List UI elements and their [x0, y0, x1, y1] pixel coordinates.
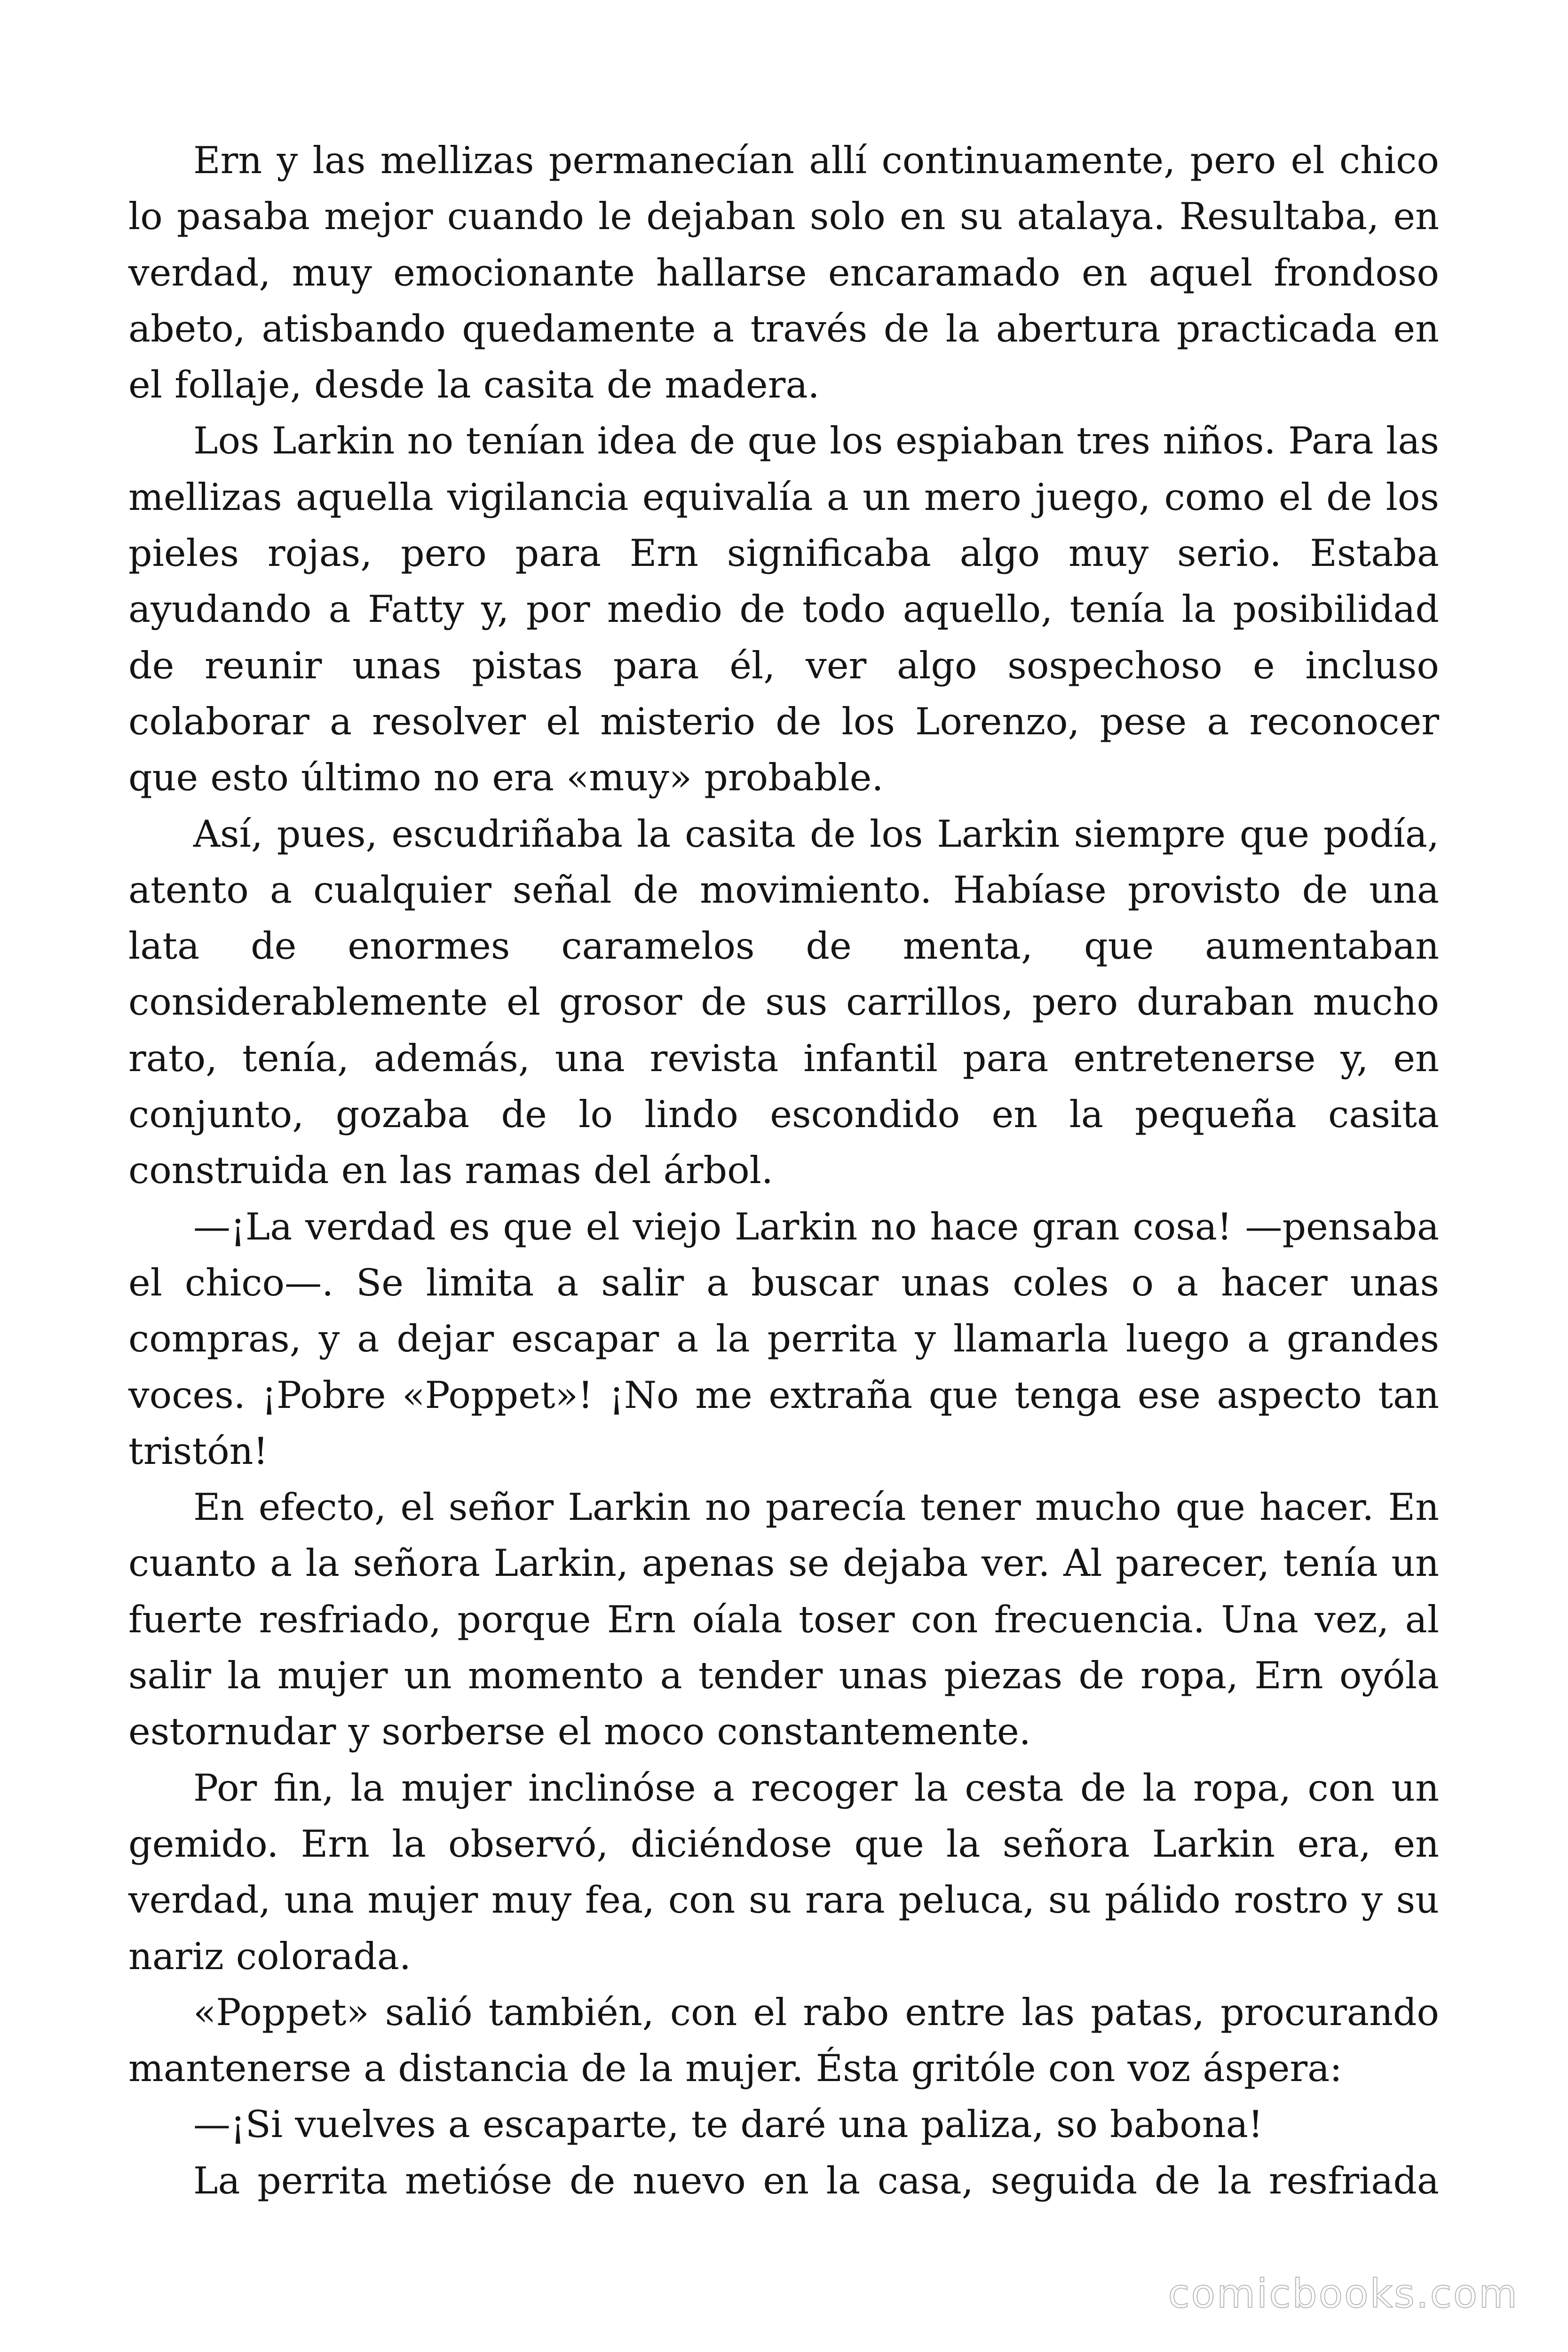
paragraph-3: Así, pues, escudriñaba la casita de los Larkin siempre que podía, atento a cualquier señal de movimiento. Habíase provisto de una lata de enormes caramelos de menta, que aumentaban considerablemente el grosor de sus carrillos, pero duraban mucho rato, tenía, además, una revista infantil para entretenerse y, en conjunto, gozaba de lo lindo escondido en la pequeña casita construida en las ramas del árbol.	[128, 812, 1439, 1192]
paragraph-6: Por fin, la mujer inclinóse a recoger la cesta de la ropa, con un gemido. Ern la observó, diciéndose que la señora Larkin era, en verdad, una mujer muy fea, con su rara peluca, su pálido rostro y su nariz colorada.	[128, 1766, 1439, 1978]
paragraph-7: «Poppet» salió también, con el rabo entre las patas, procurando mantenerse a distancia de la mujer. Ésta gritóle con voz áspera:	[128, 1990, 1439, 2090]
paragraph-4: —¡La verdad es que el viejo Larkin no hace gran cosa! —pensaba el chico—. Se limita a salir a buscar unas coles o a hacer unas compras, y a dejar escapar a la perrita y llamarla luego a grandes voces. ¡Pobre «Poppet»! ¡No me extraña que tenga ese aspecto tan tristón!	[128, 1205, 1439, 1473]
paragraph-5: En efecto, el señor Larkin no parecía tener mucho que hacer. En cuanto a la señora Larkin, apenas se dejaba ver. Al parecer, tenía un fuerte resfriado, porque Ern oíala toser con frecuencia. Una vez, al salir la mujer un momento a tender unas piezas de ropa, Ern oyóla estornudar y sorberse el moco constantemente.	[128, 1486, 1439, 1754]
paragraph-9: La perrita metióse de nuevo en la casa, seguida de la resfriada	[193, 2159, 1439, 2202]
paragraph-1: Ern y las mellizas permanecían allí continuamente, pero el chico lo pasaba mejor cuando le dejaban solo en su atalaya. Resultaba, en verdad, muy emocionante hallarse encaramado en aquel frondoso abeto, atisbando quedamente a través de la abertura practicada en el follaje, desde la casita de madera.	[128, 139, 1439, 407]
watermark: comicbooks.com	[1168, 2271, 1519, 2317]
paragraph-8: —¡Si vuelves a escaparte, te daré una paliza, so babona!	[193, 2103, 1263, 2146]
page-body	[128, 133, 1439, 2209]
paragraph-2: Los Larkin no tenían idea de que los espiaban tres niños. Para las mellizas aquella vigilancia equivalía a un mero juego, como el de los pieles rojas, pero para Ern significaba algo muy serio. Estaba ayudando a Fatty y, por medio de todo aquello, tenía la posibilidad de reunir unas pistas para él, ver algo sospechoso e incluso colaborar a resolver el misterio de los Lorenzo, pese a reconocer que esto último no era «muy» probable.	[128, 419, 1439, 800]
